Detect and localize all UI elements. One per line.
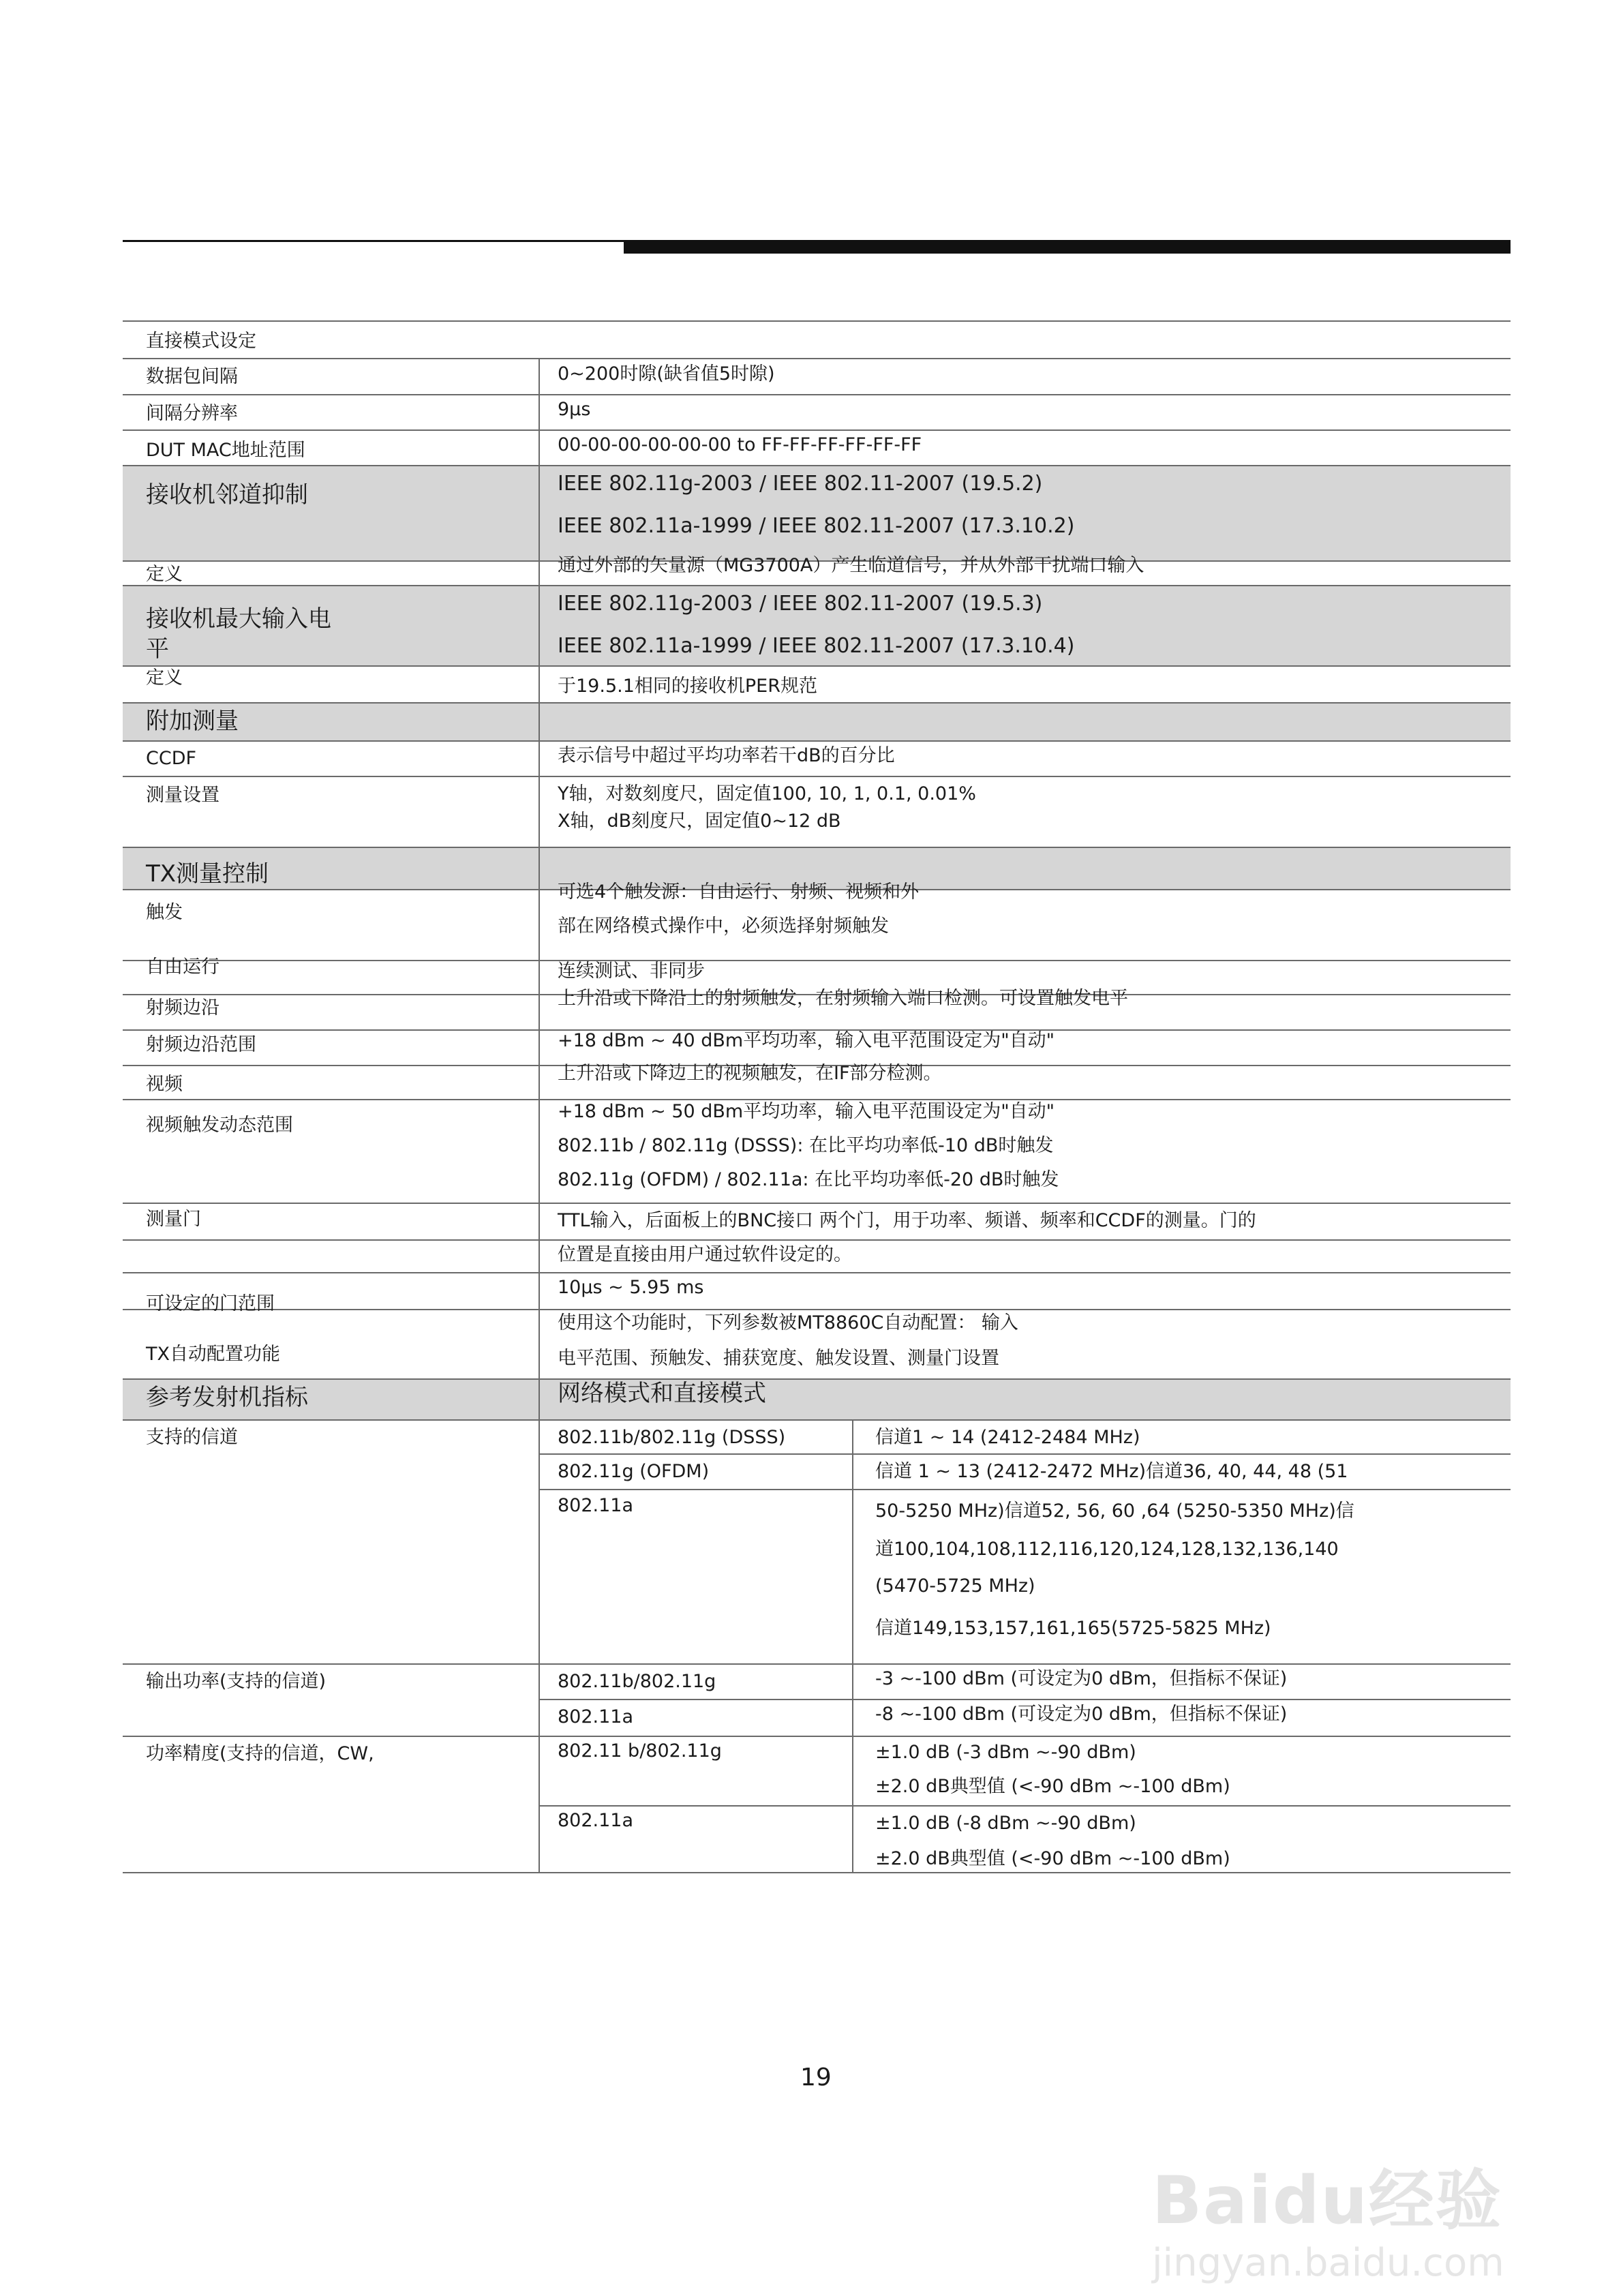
row-label: 数据包间隔 <box>146 366 238 387</box>
power-value: -3 ~-100 dBm (可设定为0 dBm，但指标不保证) <box>875 1668 1288 1689</box>
section-title: 平 <box>146 635 169 663</box>
row-value: 位置是直接由用户通过软件设定的。 <box>558 1244 852 1265</box>
row-value: IEEE 802.11g-2003 / IEEE 802.11-2007 (19.5.2) <box>558 472 1043 496</box>
row-label: 间隔分辨率 <box>146 403 238 424</box>
section-title: 参考发射机指标 <box>146 1384 308 1411</box>
row-value: 10µs ~ 5.95 ms <box>558 1277 704 1298</box>
row-value: 0~200时隙(缺省值5时隙) <box>558 363 775 384</box>
row-value: Y轴，对数刻度尺，固定值100, 10, 1, 0.1, 0.01% <box>558 783 976 804</box>
row-label: 视频 <box>146 1074 183 1095</box>
row-label: 直接模式设定 <box>146 331 256 352</box>
row-label: 视频触发动态范围 <box>146 1115 293 1136</box>
row-value: X轴，dB刻度尺，固定值0~12 dB <box>558 811 841 832</box>
rule <box>123 394 1511 395</box>
row-label: 测量门 <box>146 1209 201 1230</box>
rule <box>123 465 1511 466</box>
rule <box>123 740 1511 742</box>
rule <box>123 1419 1511 1421</box>
row-value: IEEE 802.11a-1999 / IEEE 802.11-2007 (17.3.10.2) <box>558 514 1075 538</box>
mode-cell: 802.11 b/802.11g <box>558 1740 722 1762</box>
row-label: 定义 <box>146 564 183 585</box>
row-label: 自由运行 <box>146 956 219 978</box>
row-label: 可设定的门范围 <box>146 1293 275 1314</box>
row-value: 上升沿或下降边上的视频触发，在IF部分检测。 <box>558 1063 942 1084</box>
rule <box>123 776 1511 777</box>
column-divider <box>539 358 540 1872</box>
mode-cell: 802.11a <box>558 1810 634 1831</box>
header-rule-thin <box>123 240 624 242</box>
sub-rule <box>539 1489 1511 1490</box>
row-label: 触发 <box>146 902 183 923</box>
sub-rule <box>539 1699 1511 1700</box>
mode-cell: 802.11g (OFDM) <box>558 1461 710 1482</box>
row-value: 802.11b / 802.11g (DSSS): 在比平均功率低-10 dB时触发 <box>558 1135 1054 1156</box>
row-value: 于19.5.1相同的接收机PER规范 <box>558 676 817 697</box>
mode-cell: 802.11b/802.11g (DSSS) <box>558 1427 786 1448</box>
rule <box>123 1239 1511 1241</box>
section-title: 附加测量 <box>146 708 239 735</box>
rule <box>123 1309 1511 1310</box>
section-value: 网络模式和直接模式 <box>558 1380 766 1407</box>
rule <box>123 1872 1511 1873</box>
accuracy-value: ±1.0 dB (-3 dBm ~-90 dBm) <box>875 1742 1136 1763</box>
row-value: 电平范围、预触发、捕获宽度、触发设置、测量门设置 <box>558 1348 999 1369</box>
watermark-url: jingyan.baidu.com <box>1152 2241 1504 2285</box>
accuracy-value: ±2.0 dB典型值 (<-90 dBm ~-100 dBm) <box>875 1776 1230 1797</box>
column-divider-sub <box>852 1419 853 1872</box>
rule <box>123 702 1511 704</box>
channel-value: 道100,104,108,112,116,120,124,128,132,136,140 <box>875 1539 1339 1560</box>
row-value: IEEE 802.11a-1999 / IEEE 802.11-2007 (17.3.10.4) <box>558 634 1075 658</box>
row-label: 输出功率(支持的信道) <box>146 1671 327 1692</box>
row-label: DUT MAC地址范围 <box>146 440 305 461</box>
rule <box>123 1378 1511 1380</box>
row-label: 射频边沿范围 <box>146 1034 256 1055</box>
channel-value: 50-5250 MHz)信道52, 56, 60 ,64 (5250-5350 MHz)信 <box>875 1500 1354 1522</box>
rule <box>123 960 1511 961</box>
header-rule-thick <box>624 240 1511 254</box>
sub-rule <box>539 1453 1511 1455</box>
row-value: IEEE 802.11g-2003 / IEEE 802.11-2007 (19.5.3) <box>558 592 1043 616</box>
mode-cell: 802.11b/802.11g <box>558 1671 716 1692</box>
row-value: +18 dBm ~ 40 dBm平均功率，输入电平范围设定为"自动" <box>558 1030 1055 1051</box>
row-label: 测量设置 <box>146 785 219 806</box>
section-title: 接收机邻道抑制 <box>146 481 308 509</box>
rule <box>123 1736 1511 1737</box>
channel-value: 信道 1 ~ 13 (2412-2472 MHz)信道36, 40, 44, 48 (51 <box>875 1461 1348 1482</box>
section-band-extra <box>123 702 1511 740</box>
channel-value: 信道149,153,157,161,165(5725-5825 MHz) <box>875 1618 1271 1639</box>
accuracy-value: ±2.0 dB典型值 (<-90 dBm ~-100 dBm) <box>875 1848 1230 1869</box>
section-title: TX测量控制 <box>146 860 269 888</box>
row-label: CCDF <box>146 748 197 769</box>
rule <box>123 585 1511 586</box>
channel-value: (5470-5725 MHz) <box>875 1575 1035 1597</box>
row-value: 上升沿或下降沿上的射频触发，在射频输入端口检测。可设置触发电平 <box>558 988 1128 1009</box>
rule <box>123 847 1511 848</box>
rule <box>123 320 1511 322</box>
row-value: 9µs <box>558 399 591 420</box>
sub-rule <box>539 1805 1511 1807</box>
row-value: 表示信号中超过平均功率若干dB的百分比 <box>558 745 895 766</box>
section-title: 接收机最大输入电 <box>146 605 331 633</box>
row-label: 功率精度(支持的信道，CW, <box>146 1743 374 1764</box>
page-number: 19 <box>800 2064 832 2091</box>
row-value: 连续测试、非同步 <box>558 961 705 982</box>
mode-cell: 802.11a <box>558 1706 634 1727</box>
row-value: 00-00-00-00-00-00 to FF-FF-FF-FF-FF-FF <box>558 434 922 455</box>
row-value: 通过外部的矢量源（MG3700A）产生临道信号，并从外部干扰端口输入 <box>558 555 1144 576</box>
rule <box>123 1663 1511 1665</box>
channel-value: 信道1 ~ 14 (2412-2484 MHz) <box>875 1427 1140 1448</box>
row-value: 使用这个功能时，下列参数被MT8860C自动配置： 输入 <box>558 1312 1018 1333</box>
row-value: 可选4个触发源：自由运行、射频、视频和外 <box>558 881 920 903</box>
row-value: TTL输入，后面板上的BNC接口 两个门，用于功率、频谱、频率和CCDF的测量。门的 <box>558 1210 1256 1231</box>
watermark-logo: Baidu经验 <box>1152 2162 1502 2239</box>
rule <box>123 665 1511 667</box>
rule <box>123 429 1511 431</box>
section-band-ref <box>123 1378 1511 1419</box>
row-label: 定义 <box>146 667 183 689</box>
rule <box>123 358 1511 359</box>
row-value: 部在网络模式操作中，必须选择射频触发 <box>558 916 889 937</box>
row-value: +18 dBm ~ 50 dBm平均功率，输入电平范围设定为"自动" <box>558 1101 1055 1122</box>
mode-cell: 802.11a <box>558 1495 634 1516</box>
rule <box>123 1272 1511 1273</box>
row-label: 射频边沿 <box>146 997 219 1018</box>
accuracy-value: ±1.0 dB (-8 dBm ~-90 dBm) <box>875 1813 1136 1834</box>
power-value: -8 ~-100 dBm (可设定为0 dBm，但指标不保证) <box>875 1704 1288 1725</box>
row-label: TX自动配置功能 <box>146 1344 280 1365</box>
row-value: 802.11g (OFDM) / 802.11a: 在比平均功率低-20 dB时触发 <box>558 1169 1059 1190</box>
row-label: 支持的信道 <box>146 1427 238 1448</box>
rule <box>123 1203 1511 1204</box>
